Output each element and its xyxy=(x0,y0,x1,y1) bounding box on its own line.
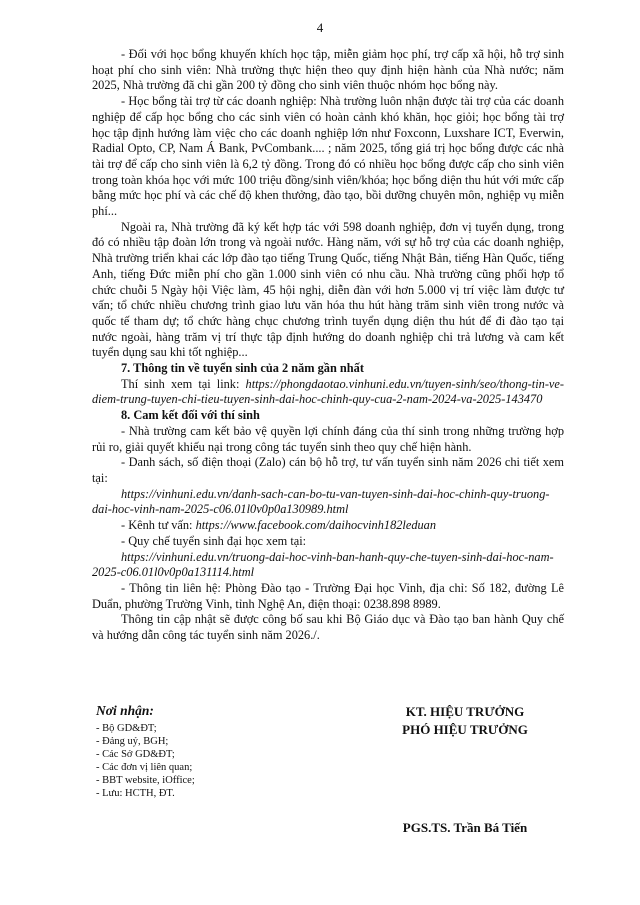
admission-info-link[interactable]: https://phongdaotao.vinhuni.edu.vn/tuyen-sinh/seo/thong-tin-ve-diem-trung-tuyen-chi-tieu-tuyen-sinh-dai-hoc-chinh-quy-cua-2-nam-2024-va-2025-143470 xyxy=(92,376,564,407)
recipient-item: - Bộ GD&ĐT; xyxy=(96,723,157,734)
advisor-list-link[interactable]: https://vinhuni.edu.vn/danh-sach-can-bo-tu-van-tuyen-sinh-dai-hoc-chinh-quy-truong-dai-hoc-vinh-nam-2025-c06.01l0v0p0a130989.html xyxy=(92,486,550,517)
paragraph-advisor-list: - Danh sách, số điện thoại (Zalo) cán bộ hỗ trợ, tư vấn tuyển sinh năm 2026 chi tiết xem tại: xyxy=(92,455,564,485)
paragraph-advisory-channel: - Kênh tư vấn: https://www.facebook.com/daihocvinh182leduan xyxy=(121,518,437,533)
recipient-item: - Các Sở GD&ĐT; xyxy=(96,749,175,761)
recipient-item: - Lưu: HCTH, ĐT. xyxy=(96,788,175,800)
signer-title xyxy=(370,703,560,738)
recipient-item: - Các đơn vị liên quan; xyxy=(96,762,193,774)
recipient-item: - Đảng uỷ, BGH; xyxy=(96,736,169,748)
recipients-block xyxy=(96,703,276,801)
section-heading-8: 8. Cam kết đối với thí sinh xyxy=(121,408,260,423)
paragraph-business-scholarship: - Học bổng tài trợ từ các doanh nghiệp: Nhà trường luôn nhận được tài trợ của các doanh nghiệp để cấp học bổng cho các sinh viên có hoàn cảnh khó khăn, học giỏi; học bổng tài trợ học tập định hướng làm việc cho các doanh nghiệp lớn như Foxconn, Luxshare ICT, Everwin, Radial Opto, CP, Nam Á Bank, PvCombank.... ; năm 2025, tổng giá trị học bổng được các nhà tài trợ để cấp cho sinh viên là 6,2 tỷ đồng. Trong đó có nhiều học bổng được cấp cho sinh viên trong toàn khóa học với mức 100 triệu đồng/sinh viên/khóa; học bổng diện thu hút với mức cấp bằng mức học phí và các chế độ khen thưởng, đào tạo, bồi dưỡng chuyên môn, nghiệp vụ miễn phí... xyxy=(92,94,564,219)
signer-title-line2: PHÓ HIỆU TRƯỞNG xyxy=(402,721,528,737)
regulation-link[interactable]: https://vinhuni.edu.vn/truong-dai-hoc-vinh-ban-hanh-quy-che-tuyen-sinh-dai-hoc-nam-2025-c06.01l0v0p0a131114.html xyxy=(92,549,554,580)
section-heading-7: 7. Thông tin về tuyển sinh của 2 năm gần nhất xyxy=(121,361,364,376)
facebook-link[interactable]: https://www.facebook.com/daihocvinh182leduan xyxy=(195,518,437,533)
paragraph-update-note: Thông tin cập nhật sẽ được công bố sau khi Bộ Giáo dục và Đào tạo ban hành Quy chế và hướng dẫn công tác tuyển sinh năm 2026./. xyxy=(92,612,564,643)
page-number: 4 xyxy=(316,20,324,35)
paragraph-admission-link: Thí sinh xem tại link: https://phongdaotao.vinhuni.edu.vn/tuyen-sinh/seo/thong-tin-ve-diem-trung-tuyen-chi-tieu-tuyen-sinh-dai-hoc-chinh-quy-cua-2-nam-2024-va-2025-143470 xyxy=(92,376,564,407)
paragraph-scholarship-policy: - Đối với học bổng khuyến khích học tập, miễn giảm học phí, trợ cấp xã hội, hỗ trợ sinh hoạt phí cho sinh viên: Nhà trường thực hiện theo quy định hiện hành của Nhà nước; năm 2025, Nhà trường đã chi gần 200 tỷ đồng cho sinh viên thuộc nhóm học bổng này. xyxy=(92,47,564,93)
paragraph-regulation: - Quy chế tuyển sinh đại học xem tại: xyxy=(121,533,307,548)
paragraph-partnerships: Ngoài ra, Nhà trường đã ký kết hợp tác với 598 doanh nghiệp, đơn vị tuyển dụng, trong đó có nhiều tập đoàn lớn trong và ngoài nước. Hàng năm, với sự hỗ trợ của các doanh nghiệp, Nhà trường triển khai các lớp đào tạo tiếng Trung Quốc, tiếng Nhật Bản, tiếng Hàn Quốc, tiếng Anh, tiếng Đức miễn phí cho gần 1.000 sinh viên có nhu cầu. Nhà trường cũng phối hợp tổ chức chuỗi 5 Ngày hội Việc làm, 45 hội nghị, diễn đàn với hơn 5.000 vị trí việc làm được tư vấn; tổ chức nhiều chương trình giao lưu văn hóa thu hút hàng trăm sinh viên trong nước và quốc tế tham dự; tổ chức hàng chục chương trình tuyển dụng diện thu hút để đi đào tạo tại nước ngoài, hàng trăm vị trí thực tập định hướng do doanh nghiệp chi trả lương và cam kết tuyển dụng sau khi tốt nghiệp... xyxy=(92,219,564,360)
paragraph-contact: - Thông tin liên hệ: Phòng Đào tạo - Trường Đại học Vinh, địa chỉ: Số 182, đường Lê Duẩn, phường Trường Vinh, tỉnh Nghệ An, điện thoại: 0238.898 8989. xyxy=(92,580,564,611)
signer-name: PGS.TS. Trần Bá Tiến xyxy=(402,820,528,835)
recipients-title: Nơi nhận: xyxy=(96,703,154,718)
document-body xyxy=(92,47,564,644)
paragraph-commitment: - Nhà trường cam kết bảo vệ quyền lợi chính đáng của thí sinh trong những trường hợp rủi ro, giải quyết khiếu nại trong công tác tuyển sinh theo quy chế hiện hành. xyxy=(92,423,564,454)
signer-title-line1: KT. HIỆU TRƯỞNG xyxy=(405,704,525,719)
recipient-item: - BBT website, iOffice; xyxy=(96,775,195,787)
